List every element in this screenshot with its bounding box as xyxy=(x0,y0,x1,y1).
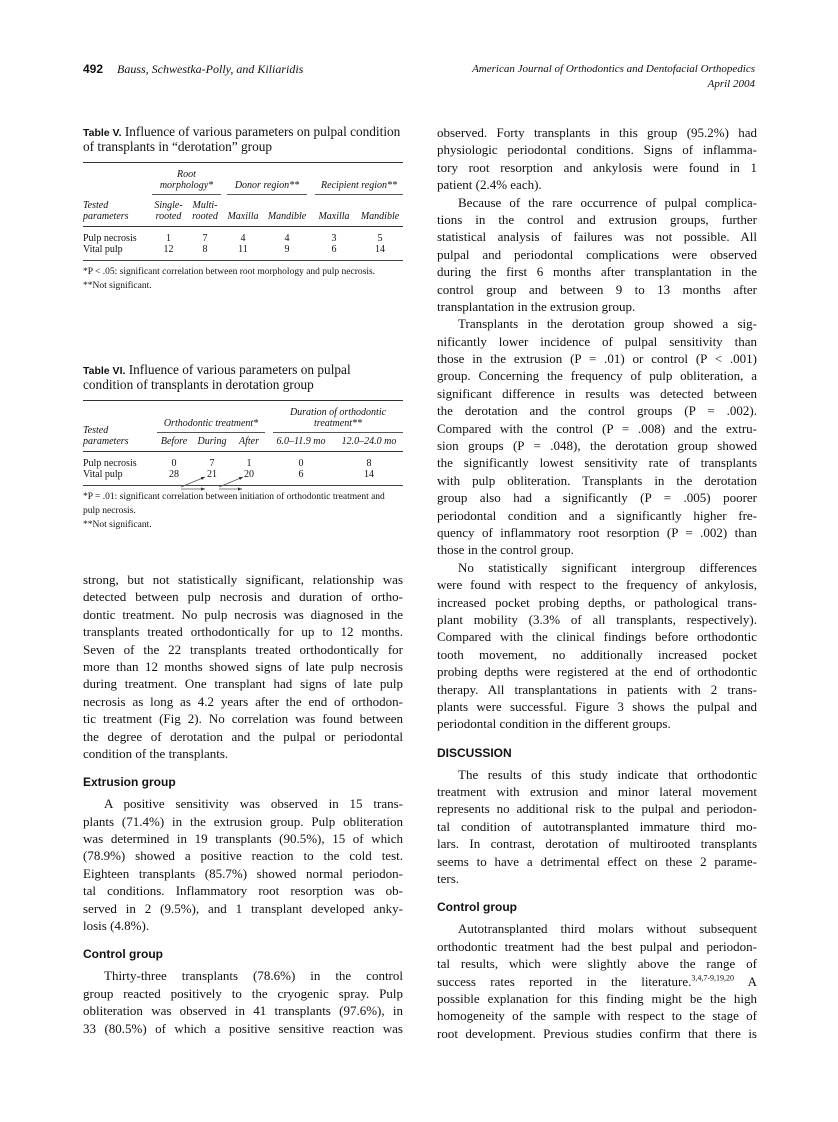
cell: 21 xyxy=(207,469,217,480)
text-line: tory root resorption and ankylosis were found in 1 xyxy=(437,159,757,175)
cell: 8 xyxy=(366,458,372,469)
column-header: Mandible xyxy=(360,211,400,222)
cell: 4 xyxy=(284,233,290,244)
group-header: Recipient region** xyxy=(315,180,403,195)
left-text-column xyxy=(83,571,403,1037)
text-line: lars. In contrast, derotation of multirooted transplants xyxy=(437,836,757,852)
cell: 14 xyxy=(364,469,374,480)
paragraph xyxy=(83,571,403,762)
text-line: were found with respect to the frequency of ankylosis, xyxy=(437,577,757,593)
row-label: Pulp necrosis xyxy=(83,233,137,244)
text-line: group also had a significantly (P = .005) poorer xyxy=(437,490,757,506)
journal-title: American Journal of Orthodontics and Dentofacial Orthopedics xyxy=(472,63,755,75)
page-number: 492 xyxy=(83,62,104,76)
text-line: group. Concerning the frequency of pulp obliteration, a xyxy=(437,368,757,384)
column-header: During xyxy=(197,436,227,447)
text-line: those in the control group. xyxy=(437,542,574,558)
text-line: patient (2.4% each). xyxy=(437,177,542,193)
text-line: statistical analysis of failures was not possible. All xyxy=(437,229,757,245)
cell: 12 xyxy=(163,244,174,255)
paragraph xyxy=(437,124,757,194)
text-line: possible explanation for this finding might be the high xyxy=(437,990,757,1006)
text-line: losis (4.8%). xyxy=(83,918,150,934)
cell: 3 xyxy=(331,233,337,244)
line-text: success rates reported in the literature. xyxy=(437,973,692,989)
section-heading: Extrusion group xyxy=(83,775,176,790)
running-authors: Bauss, Schwestka-Polly, and Kiliaridis xyxy=(117,62,304,76)
column-header: Before xyxy=(160,436,188,447)
text-line: quency of inflammatory root resorption (P = .002) than xyxy=(437,524,757,540)
text-line: Seven of the 22 transplants treated orthodontically for xyxy=(83,641,403,657)
text-line: physiologic periodontal conditions. Signs of inflamma- xyxy=(437,142,757,158)
text-line: the degree of derotation and the pulpal or periodontal xyxy=(83,728,403,744)
column-header: Maxilla xyxy=(227,211,259,222)
text-line: sion groups (P = .048), the derotation group showed xyxy=(437,438,757,454)
column-header: Multi-rooted xyxy=(192,200,218,222)
text-line: transplantation in the extrusion group. xyxy=(437,298,636,314)
issue-date: April 2004 xyxy=(707,78,755,90)
transition-arrows xyxy=(83,362,403,512)
text-line: Autotransplanted third molars without subsequent xyxy=(458,921,757,937)
column-header: After xyxy=(239,436,259,447)
text-line: Compared with the clinical findings before orthodontic xyxy=(437,629,757,645)
group-header: Duration of orthodontic treatment** xyxy=(273,407,403,433)
text-line: represents no additional risk to the pulpal and periodon- xyxy=(437,801,757,817)
text-line: periodontal condition and a significantly higher fre- xyxy=(437,507,757,523)
text-line xyxy=(437,973,757,990)
text-line: group reacted positively to the cryogenic spray. Pulp xyxy=(83,985,403,1001)
text-line: Compared with the control (P = .008) and the extru- xyxy=(437,420,757,436)
footnote: *P = .01: significant correlation between initiation of orthodontic treatment and pulp necrosis. xyxy=(83,492,385,516)
table-label: Table VI. xyxy=(83,365,126,377)
text-line: periodontal condition in the different groups. xyxy=(437,716,671,732)
text-line: Transplants in the derotation group showed a sig- xyxy=(458,316,757,332)
text-line: Thirty-three transplants (78.6%) in the control xyxy=(104,968,403,984)
footnote: *P < .05: significant correlation between root morphology and pulp necrosis. xyxy=(83,267,376,277)
arrow xyxy=(181,477,205,487)
row-header: Tested parameters xyxy=(83,425,129,447)
text-line: root development. Previous studies confirm that there is xyxy=(437,1025,757,1041)
text-line: No statistically significant intergroup differences xyxy=(458,559,757,575)
paragraph xyxy=(437,315,757,558)
section-heading: Control group xyxy=(83,947,163,962)
line-text: A xyxy=(734,973,758,989)
text-line: during treatment. One transplant had signs of late pulp xyxy=(83,676,403,692)
text-line: transplants treated orthodontically for up to 12 months. xyxy=(83,624,403,640)
cell: 14 xyxy=(375,244,386,255)
paragraph xyxy=(83,967,403,1037)
text-line: A positive sensitivity was observed in 15 trans- xyxy=(104,796,403,812)
text-line: plants were successful. Figure 3 shows the pulpal and xyxy=(437,698,757,714)
text-line: nificantly lower incidence of pulpal sensitivity than xyxy=(437,333,757,349)
text-line: The results of this study indicate that orthodontic xyxy=(458,766,757,782)
table-row xyxy=(83,227,403,245)
text-line: pulpal and periodontal complications were observed xyxy=(437,246,757,262)
table-v xyxy=(83,124,403,293)
cell: 0 xyxy=(171,458,177,469)
row-header: Tested parameters xyxy=(83,200,129,222)
footnote: **Not significant. xyxy=(83,520,152,530)
group-header: Root morphology* xyxy=(152,169,221,195)
text-line: dontic treatment. No pulp necrosis was diagnosed in the xyxy=(83,606,403,622)
text-line: significant difference in results was detected between xyxy=(437,385,757,401)
text-line: Eighteen transplants (85.7%) showed normal periodon- xyxy=(83,865,403,881)
section-heading: DISCUSSION xyxy=(437,745,512,760)
text-line: served in 2 (9.5%), and 1 transplant developed anky- xyxy=(83,900,403,916)
text-line: Because of the rare occurrence of pulpal complica- xyxy=(458,194,757,210)
cell: 4 xyxy=(240,233,246,244)
group-header: Orthodontic treatment* xyxy=(157,418,265,433)
text-line: control group and between 9 to 13 months after xyxy=(437,281,757,297)
text-line: homogeneity of the sample with respect to the stage of xyxy=(437,1008,757,1024)
text-line: orthodontic treatment had the best pulpal and periodon- xyxy=(437,938,757,954)
caption-text: Influence of various parameters on pulpal condition of transplants in “derotation” group xyxy=(83,124,401,154)
table-caption xyxy=(83,124,403,154)
cell: 7 xyxy=(202,233,208,244)
cell: 11 xyxy=(238,244,248,255)
table-vi xyxy=(83,362,403,532)
right-text-column xyxy=(437,124,757,1042)
cell: 28 xyxy=(169,469,179,480)
text-line: tal results, which were slightly above the range of xyxy=(437,956,757,972)
text-line: plants (71.4%) in the extrusion group. Pulp obliteration xyxy=(83,813,403,829)
caption-text: Influence of various parameters on pulpal condition of transplants in derotation group xyxy=(83,362,351,392)
text-line: ters. xyxy=(437,871,460,887)
cell: 5 xyxy=(377,233,383,244)
text-line: the derotation and the control groups (P = .002). xyxy=(437,403,757,419)
citation-superscript: 3,4,7-9,19,20 xyxy=(691,973,735,983)
cell: 20 xyxy=(244,469,254,480)
column-header: Mandible xyxy=(267,211,307,222)
paragraph xyxy=(437,920,757,1042)
cell: 8 xyxy=(202,244,208,255)
cell: 9 xyxy=(284,244,290,255)
table-row xyxy=(83,244,403,261)
text-line: was determined in 19 transplants (90.5%), 15 of which xyxy=(83,831,403,847)
cell: 6 xyxy=(298,469,304,480)
cell: 1 xyxy=(246,458,252,469)
paragraph xyxy=(83,795,403,934)
column-header: Single-rooted xyxy=(154,200,183,222)
text-line: therapy. All transplantations in patients with 2 trans- xyxy=(437,681,757,697)
cell: 0 xyxy=(298,458,304,469)
table-footnotes xyxy=(83,265,403,293)
text-line: the significantly lowest sensitivity rate of transplants xyxy=(437,455,757,471)
text-line: 33 (80.5%) of which a positive sensitive reaction was xyxy=(83,1020,403,1036)
paragraph xyxy=(437,766,757,888)
text-line: tal condition of autotransplanted immature third mo- xyxy=(437,818,757,834)
table-v-grid xyxy=(83,162,403,261)
text-line: plant mobility (3.3% of all transplants, respectively). xyxy=(437,611,757,627)
row-label: Vital pulp xyxy=(83,244,123,255)
column-header: 12.0–24.0 mo xyxy=(341,436,397,447)
paragraph xyxy=(437,194,757,316)
footnote: **Not significant. xyxy=(83,281,152,291)
text-line: seems to have a detrimental effect on these 2 parame- xyxy=(437,853,757,869)
group-header: Donor region** xyxy=(227,180,307,195)
text-line: tooth movement, no additionally increased pocket xyxy=(437,646,757,662)
text-line: during the first 6 months after transplantation in the xyxy=(437,264,757,280)
row-label: Pulp necrosis xyxy=(83,458,137,469)
text-line: detected between pulp necrosis and duration of ortho- xyxy=(83,589,403,605)
text-line: strong, but not statistically significant, relationship was xyxy=(83,572,403,587)
arrow xyxy=(219,477,243,487)
text-line: tions in the control and extrusion groups, further xyxy=(437,211,757,227)
text-line: necrosis as long as 4.2 years after the end of orthodon- xyxy=(83,693,403,709)
paragraph xyxy=(437,559,757,733)
row-label: Vital pulp xyxy=(83,469,123,480)
text-line: tal conditions. Inflammatory root resorption was ob- xyxy=(83,883,403,899)
text-line: with pulp obliteration. Transplants in the derotation xyxy=(437,472,757,488)
text-line: observed. Forty transplants in this group (95.2%) had xyxy=(437,125,757,140)
text-line: treatment with extrusion and minor lateral movement xyxy=(437,784,757,800)
text-line: probing depths were registered at the end of orthodontic xyxy=(437,664,757,680)
column-header: 6.0–11.9 mo xyxy=(276,436,326,447)
text-line: obliteration was observed in 41 transplants (97.6%), in xyxy=(83,1003,403,1019)
text-line: those in the extrusion (P = .01) or control (P < .001) xyxy=(437,351,757,367)
cell: 6 xyxy=(331,244,337,255)
text-line: increased pocket probing depths, or pathological trans- xyxy=(437,594,757,610)
cell: 1 xyxy=(166,233,171,244)
running-journal xyxy=(472,62,755,92)
text-line: (78.9%) showed a positive reaction to the cold test. xyxy=(83,848,403,864)
text-line: more than 12 months showed signs of late pulp necrosis xyxy=(83,658,403,674)
table-label: Table V. xyxy=(83,127,122,139)
text-line: tic treatment (Fig 2). No correlation was found between xyxy=(83,711,403,727)
cell: 7 xyxy=(209,458,215,469)
text-line: condition of the transplants. xyxy=(83,745,229,761)
column-header: Maxilla xyxy=(318,211,350,222)
section-heading: Control group xyxy=(437,900,517,915)
